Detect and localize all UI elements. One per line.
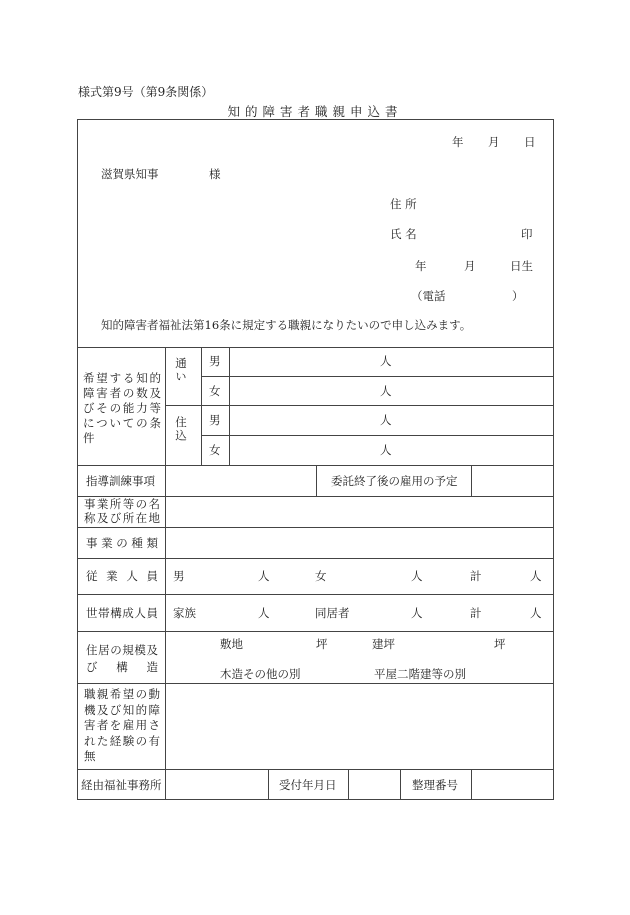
received-date-label: 受付年月日 [279,778,337,792]
site-tsubo: 坪 [316,637,328,651]
commute-label: 通い [174,357,188,384]
birth-year-label: 年 [415,259,427,273]
household-total-unit: 人 [530,606,542,620]
floors-label: 平屋二階建等の別 [374,667,466,681]
live-in-male-label: 男 [209,413,221,427]
employees-total-label: 計 [470,569,482,583]
household-cohabitant-label: 同居者 [315,606,350,620]
employees-male-unit: 人 [258,569,270,583]
business-name-label: 事業所等の名称及び所在地 [84,497,160,525]
building-label: 建坪 [372,637,395,651]
commute-female-label: 女 [209,384,221,398]
conditions-label: 希望する知的障害者の数及びその能力等についての条件 [83,371,161,445]
commute-male-count[interactable]: 人 [380,354,392,368]
phone-label: （電話 [411,289,446,303]
motive-label: 職親希望の動機及び知的障害者を雇用された経験の有無 [84,687,160,763]
birth-month-label: 月 [464,259,476,273]
addressee: 滋賀県知事 [101,167,159,181]
form-number: 様式第9号（第9条関係） [78,85,214,99]
household-total-label: 計 [470,606,482,620]
reference-number-label: 整理番号 [412,778,458,792]
seal-mark: 印 [521,227,533,241]
household-family-unit: 人 [258,606,270,620]
live-in-female-count[interactable]: 人 [380,443,392,457]
date-month-label: 月 [488,135,500,149]
household-cohabitant-unit: 人 [411,606,423,620]
employees-male-label: 男 [173,569,185,583]
document-title: 知的障害者職親申込書 [227,104,403,119]
commute-female-count[interactable]: 人 [380,384,392,398]
application-form [77,119,554,800]
employees-label: 従業人員 [86,569,158,583]
live-in-male-count[interactable]: 人 [380,413,392,427]
site-label: 敷地 [220,637,243,651]
date-year-label: 年 [452,135,464,149]
employees-total-unit: 人 [530,569,542,583]
date-day-label: 日 [524,135,536,149]
address-label: 住 所 [390,197,417,211]
after-employment-label: 委託終了後の雇用の予定 [331,474,458,488]
application-statement: 知的障害者福祉法第16条に規定する職親になりたいので申し込みます。 [101,318,472,332]
household-label: 世帯構成人員 [86,606,158,620]
live-in-label: 住込 [174,416,188,443]
training-label: 指導訓練事項 [86,474,155,488]
household-family-label: 家族 [173,606,196,620]
birth-day-label: 日生 [510,259,533,273]
phone-close: ） [512,289,524,303]
name-label: 氏 名 [390,227,417,241]
wooden-label: 木造その他の別 [220,667,301,681]
business-type-label: 事業の種類 [86,536,158,550]
residence-label: 住居の規模及び構造 [86,643,158,674]
welfare-office-label: 経由福祉事務所 [81,778,162,792]
building-tsubo: 坪 [494,637,506,651]
commute-male-label: 男 [209,354,221,368]
employees-female-unit: 人 [411,569,423,583]
honorific: 様 [209,167,221,181]
live-in-female-label: 女 [209,443,221,457]
employees-female-label: 女 [315,569,327,583]
